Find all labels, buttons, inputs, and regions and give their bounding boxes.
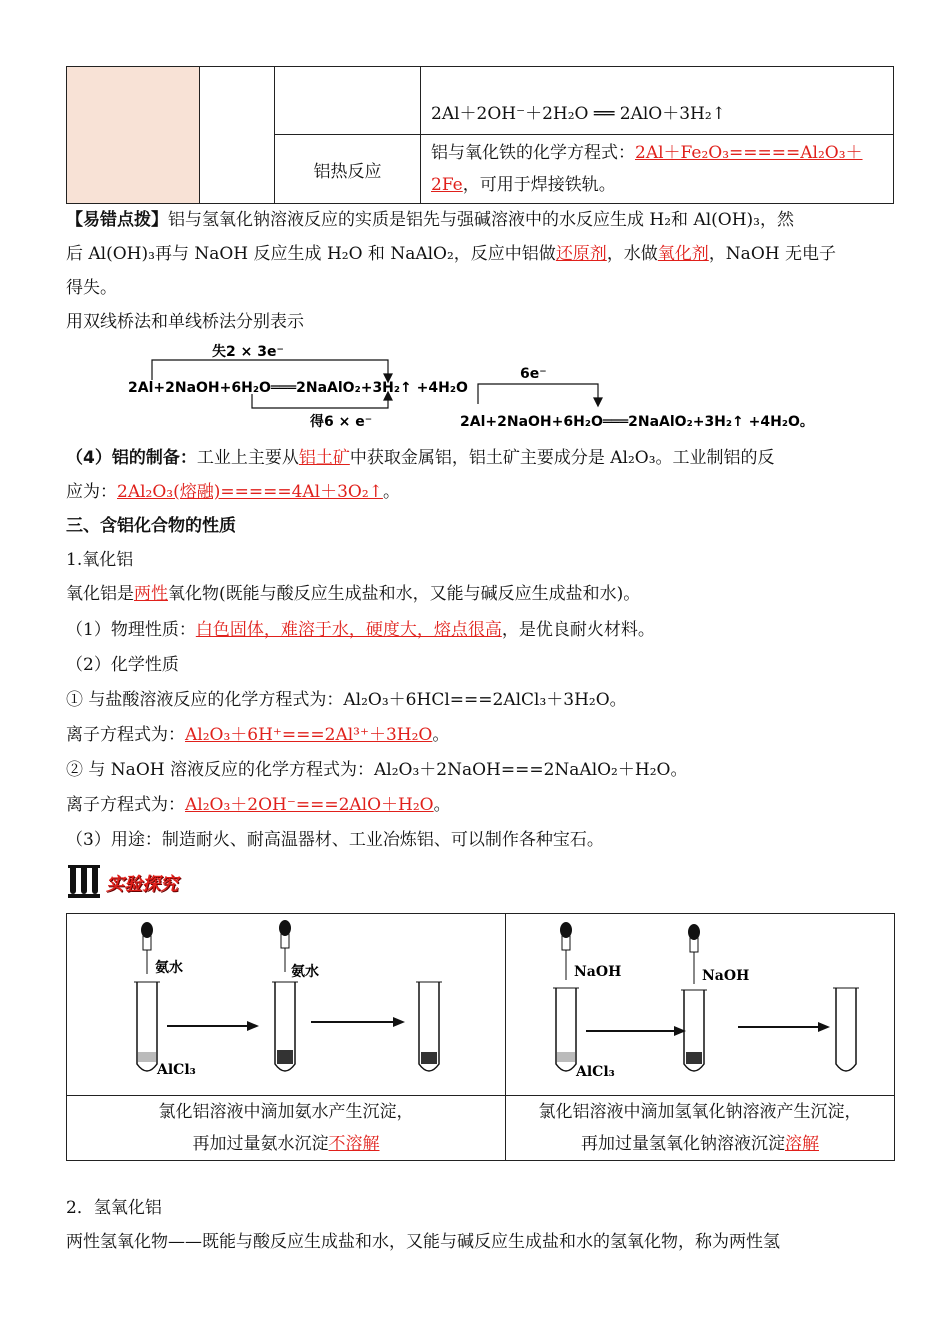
table-cell-label bbox=[275, 135, 421, 204]
ionic-suffix-2: 。 bbox=[433, 795, 451, 815]
tube-alcl3-left: AlCl₃ bbox=[157, 1062, 196, 1078]
left-caption bbox=[67, 1096, 505, 1160]
tip-text-2c: ，水做 bbox=[606, 244, 658, 264]
answer-ionic-acid: Al₂O₃＋6H⁺===2Al³⁺＋3H₂O bbox=[185, 725, 433, 745]
subsection-aluminum-hydroxide: 2．氢氧化铝 bbox=[66, 1198, 162, 1218]
dropper-icon bbox=[141, 922, 153, 974]
single-bridge-equation: 2Al+2NaOH+6H₂O═══2NaAlO₂+3H₂↑ +4H₂O。 bbox=[460, 414, 814, 430]
physical-suffix: ，是优良耐火材料。 bbox=[501, 620, 655, 640]
electron-transfer-diagram bbox=[120, 336, 840, 436]
tip-text-2e: ，NaOH 无电子 bbox=[708, 244, 836, 264]
reagent-naoh-1: NaOH bbox=[574, 964, 622, 980]
alumina-text-a: 氧化铝是 bbox=[66, 584, 134, 604]
tip-text-1: 铝与氢氧化钠溶液反应的实质是铝先与强碱溶液中的水反应生成 H₂和 Al(OH)₃，然 bbox=[168, 210, 795, 230]
table-cell-empty bbox=[275, 67, 421, 135]
subsection-alumina: 1.氧化铝 bbox=[66, 550, 134, 570]
reagent-naoh-2: NaOH bbox=[702, 968, 750, 984]
amphoteric-hydroxide-definition: 两性氢氧化物——既能与酸反应生成盐和水，又能与碱反应生成盐和水的氢氧化物，称为两性氢 bbox=[66, 1232, 780, 1252]
alumina-ionic-1 bbox=[66, 723, 449, 747]
alumina-naoh-equation: ② 与 NaOH 溶液反应的化学方程式为：Al₂O₃＋2NaOH===2NaAlO₂＋H₂O。 bbox=[66, 760, 688, 780]
right-caption-2: 再加过量氢氧化钠溶液沉淀 bbox=[581, 1134, 785, 1154]
experiment-table bbox=[66, 913, 895, 1161]
prep-line-1 bbox=[66, 446, 775, 470]
answer-ionic-base: Al₂O₃＋2OH⁻===2AlO＋H₂O bbox=[185, 795, 434, 815]
answer-electrolysis-equation: 2Al₂O₃(熔融)=====4Al＋3O₂↑ bbox=[117, 482, 383, 502]
physical-label: （1）物理性质： bbox=[66, 620, 196, 640]
equation-al-naoh: 2Al＋2OH⁻＋2H₂O ══ 2AlO＋3H₂↑ bbox=[431, 104, 726, 124]
prep-text-d: 应为： bbox=[66, 482, 117, 502]
answer-bauxite: 铝土矿 bbox=[298, 448, 350, 468]
six-electrons-label: 6e⁻ bbox=[520, 366, 547, 382]
table-cell-category bbox=[67, 67, 200, 204]
alumina-ionic-2 bbox=[66, 793, 451, 817]
lost-electrons-label: 失2 × 3e⁻ bbox=[212, 344, 284, 360]
right-caption bbox=[506, 1096, 894, 1160]
alumina-physical bbox=[66, 618, 655, 642]
reagent-ammonia-1: 氨水 bbox=[155, 960, 183, 976]
reaction-table bbox=[66, 66, 894, 204]
tip-heading: 【易错点拨】 bbox=[66, 210, 168, 230]
reagent-ammonia-2: 氨水 bbox=[291, 964, 319, 980]
section-title-aluminum-compounds: 三、含铝化合物的性质 bbox=[66, 516, 236, 536]
tip-line-1 bbox=[66, 208, 794, 232]
ionic-label-1: 离子方程式为： bbox=[66, 725, 185, 745]
answer-amphoteric: 两性 bbox=[134, 584, 168, 604]
prep-text-f: 。 bbox=[382, 482, 400, 502]
left-caption-1: 氯化铝溶液中滴加氨水产生沉淀， bbox=[158, 1102, 414, 1122]
tip-line-2 bbox=[66, 242, 836, 266]
experiment-badge: 实验探究 bbox=[106, 874, 178, 895]
tip-text-2a: 后 Al(OH)₃再与 NaOH 反应生成 H₂O 和 NaAlO₂，反应中铝做 bbox=[66, 244, 556, 264]
answer-oxidizing-agent: 氧化剂 bbox=[657, 244, 709, 264]
left-caption-2: 再加过量氨水沉淀 bbox=[192, 1134, 329, 1154]
answer-reducing-agent: 还原剂 bbox=[555, 244, 607, 264]
alumina-text-c: 氧化物(既能与酸反应生成盐和水，又能与碱反应生成盐和水)。 bbox=[168, 584, 641, 604]
alumina-chemical: （2）化学性质 bbox=[66, 655, 179, 675]
prep-line-2 bbox=[66, 480, 400, 504]
table-cell-equation bbox=[421, 67, 894, 135]
gain-electrons-label: 得6 × e⁻ bbox=[310, 414, 373, 430]
tube-alcl3-right: AlCl₃ bbox=[576, 1064, 615, 1080]
prep-text-a: 工业上主要从 bbox=[196, 448, 299, 468]
thermite-answer-2: 2Fe bbox=[431, 175, 463, 195]
thermite-label: 铝热反应 bbox=[313, 161, 382, 182]
ionic-suffix-1: 。 bbox=[432, 725, 450, 745]
prep-text-c: 中获取金属铝，铝土矿主要成分是 Al₂O₃。工业制铝的反 bbox=[349, 448, 775, 468]
double-bridge-equation: 2Al+2NaOH+6H₂O═══2NaAlO₂+3H₂↑ +4H₂O bbox=[128, 380, 468, 396]
thermite-prefix: 铝与氧化铁的化学方程式： bbox=[431, 143, 635, 163]
naoh-experiment-figure bbox=[506, 914, 894, 1095]
table-cell-empty bbox=[200, 67, 275, 204]
thermite-answer: 2Al＋Fe₂O₃=====Al₂O₃＋ bbox=[635, 143, 863, 163]
tip-line-4: 用双线桥法和单线桥法分别表示 bbox=[66, 312, 304, 332]
answer-not-dissolve: 不溶解 bbox=[328, 1134, 380, 1154]
ionic-label-2: 离子方程式为： bbox=[66, 795, 185, 815]
alumina-hcl-equation: ① 与盐酸溶液反应的化学方程式为：Al₂O₃＋6HCl===2AlCl₃＋3H₂O。 bbox=[66, 690, 627, 710]
alumina-line-1 bbox=[66, 582, 640, 606]
answer-physical-properties: 白色固体，难溶于水，硬度大，熔点很高 bbox=[195, 620, 502, 640]
ammonia-experiment-figure bbox=[67, 914, 505, 1095]
alumina-uses: （3）用途：制造耐火、耐高温器材、工业冶炼铝、可以制作各种宝石。 bbox=[66, 830, 604, 850]
table-cell-thermite bbox=[421, 135, 894, 204]
thermite-suffix: ，可用于焊接铁轨。 bbox=[462, 175, 616, 195]
test-tubes-icon bbox=[66, 862, 102, 900]
answer-dissolve: 溶解 bbox=[785, 1134, 819, 1154]
right-caption-1: 氯化铝溶液中滴加氢氧化钠溶液产生沉淀， bbox=[538, 1102, 862, 1122]
prep-heading: （4）铝的制备： bbox=[66, 448, 197, 468]
tip-line-3: 得失。 bbox=[66, 278, 117, 298]
